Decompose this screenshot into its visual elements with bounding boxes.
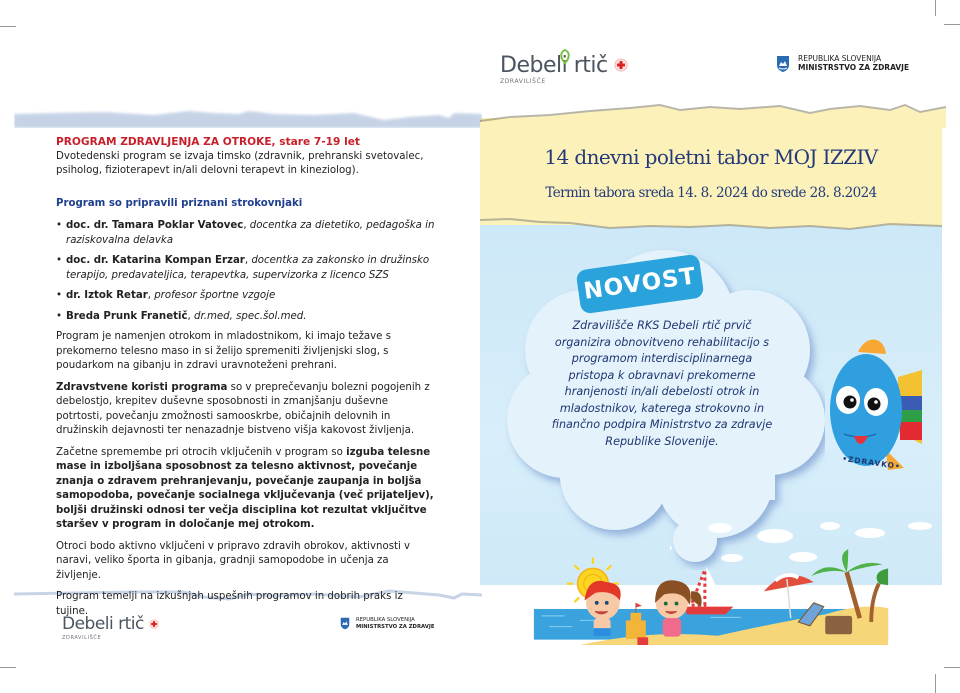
logo-wordmark: Debeli rtič [62, 614, 144, 634]
expert-item: • doc. dr. Tamara Poklar Vatovec, docentka za dietetiko, pedagoška in raziskovalna delavka [56, 219, 436, 248]
bucket-icon [637, 637, 648, 645]
slovenia-coat-of-arms-icon [776, 55, 790, 73]
beach-illustration [480, 530, 942, 645]
expert-name: dr. Iztok Retar [66, 290, 148, 301]
crop-mark [0, 667, 16, 668]
crop-mark [935, 674, 936, 693]
expert-role: profesor športne vzgoje [154, 290, 276, 301]
announcement-text: Zdravilišče RKS Debeli rtič prvič organizira obnovitveno rehabilitacijo s programom interdisciplinarnega pristopa k obravnavi prekomerne hranjenosti in/ali debelosti otrok in mladostnikov, katerega strokovno in finančno podpira Ministrstvo za zdravje Republike Slovenije. [551, 319, 773, 448]
program-description [56, 135, 436, 626]
torn-edge-top-left [14, 108, 482, 128]
health-benefits-paragraph [56, 381, 436, 439]
ministry-line-2: MINISTRSTVO ZA ZDRAVJE [356, 623, 435, 630]
expert-role: docentka za zakonsko in družinsko terapijo, predavateljica, terapevtka, supervizorka z licenco SZS [66, 255, 430, 281]
crop-mark [0, 26, 16, 27]
novost-badge: NOVOST [576, 254, 705, 315]
activities-paragraph: Otroci bodo aktivno vključeni v pripravo zdravih obrokov, aktivnosti v naravi, veliko športa in gibanja, gradnji samopodobe in učenja za življenje. [56, 540, 411, 581]
ministry-line-1: REPUBLIKA SLOVENIJA [356, 617, 415, 624]
basis-paragraph: Program temelji na izkušnjah uspešnih programov in dobrih praks iz tujine. [56, 591, 403, 617]
crop-mark [935, 0, 936, 16]
red-cross-icon [149, 619, 159, 629]
ministry-logo-footer [340, 617, 434, 630]
torn-edge-top-right [480, 100, 946, 128]
expert-role: dr.med, spec.šol.med. [193, 310, 307, 322]
logo-subtitle: ZDRAVILIŠČE [500, 78, 546, 85]
expert-role: docentka za dietetiko, pedagoška in raziskovalna delavka [66, 220, 435, 246]
camp-dates: Termin tabora sreda 14. 8. 2024 do srede 28. 8.2024 [545, 185, 877, 201]
sandcastle-icon [626, 603, 646, 639]
ministry-line-1: REPUBLIKA SLOVENIJA [798, 54, 882, 64]
experts-list [56, 219, 436, 324]
camp-title: 14 dnevni poletni tabor MOJ IZZIV [544, 145, 878, 169]
initial-changes-paragraph [56, 446, 436, 533]
program-intro: Dvotedenski program se izvaja timsko (zdravnik, prehranski svetovalec, psiholog, fizioterapevt in/ali delovni terapevt in kineziolog). [56, 150, 424, 176]
expert-item: • Breda Prunk Franetič, dr.med, spec.šol.med. [56, 310, 436, 325]
crop-mark [944, 24, 960, 25]
logo-leaf-icon [558, 48, 572, 64]
logo-subtitle: ZDRAVILIŠČE [62, 635, 102, 641]
ministry-line-2: MINISTRSTVO ZA ZDRAVJE [798, 63, 910, 72]
program-heading: PROGRAM ZDRAVLJENJA ZA OTROKE, stare 7-19 let [56, 136, 360, 148]
torn-edge-band-bottom [480, 214, 942, 240]
health-benefits-text: so v preprečevanju bolezni pogojenih z debelostjo, krepitev duševne sposobnosti in zmanjšanju duševne potrtosti, povečanju zmožnosti samooskrbe, običajnih delovnih in družinskih dejavnosti ter nenazadnje bistveno višja kakovost življenja. [56, 381, 430, 436]
expert-item: • doc. dr. Katarina Kompan Erzar, docentka za zakonsko in družinsko terapijo, predavateljica, terapevtka, supervizorka z licenco SZS [56, 254, 436, 283]
initial-changes-text: Začetne spremembe pri otrocih vključenih v program so [56, 446, 347, 458]
slovenia-coat-of-arms-icon [340, 617, 350, 630]
debeli-rtic-logo-footer [62, 612, 159, 641]
sailboat-icon [683, 567, 733, 615]
expert-name: Breda Prunk Franetič [66, 310, 188, 322]
experts-heading: Program so pripravili priznani strokovnjaki [56, 197, 303, 209]
mascot-name: •ZDRAVKO• [841, 453, 902, 472]
ministry-logo [776, 55, 909, 73]
initial-changes-bold: izguba telesne mase in izboljšana sposobnost za telesno aktivnost, povečanje znanja o zdravem prehranjevanju, povečanje zaupanja in boljša samopodoba, povečanje socialnega vključevanja (več prijateljev), boljši družinski odnosi ter večja disciplina kot rezultat vključitve staršev v program in določanje mej otrokom. [56, 446, 434, 530]
logo-wordmark: Debeli rtič [500, 53, 608, 78]
crop-mark [944, 667, 960, 668]
expert-name: doc. dr. Katarina Kompan Erzar [66, 255, 245, 266]
health-benefits-bold: Zdravstvene koristi programa [56, 381, 228, 393]
red-cross-icon [614, 58, 628, 72]
target-group-paragraph: Program je namenjen otrokom in mladostnikom, ki imajo težave s prekomerno telesno maso in si želijo spremeniti življenjski slog, s poudarkom na gibanju in zdravi uravnoteženi prehrani. [56, 331, 391, 371]
expert-item: • dr. Iztok Retar, profesor športne vzgoje [56, 289, 436, 304]
expert-name: doc. dr. Tamara Poklar Vatovec [66, 220, 244, 231]
suitcase-icon [825, 616, 852, 634]
